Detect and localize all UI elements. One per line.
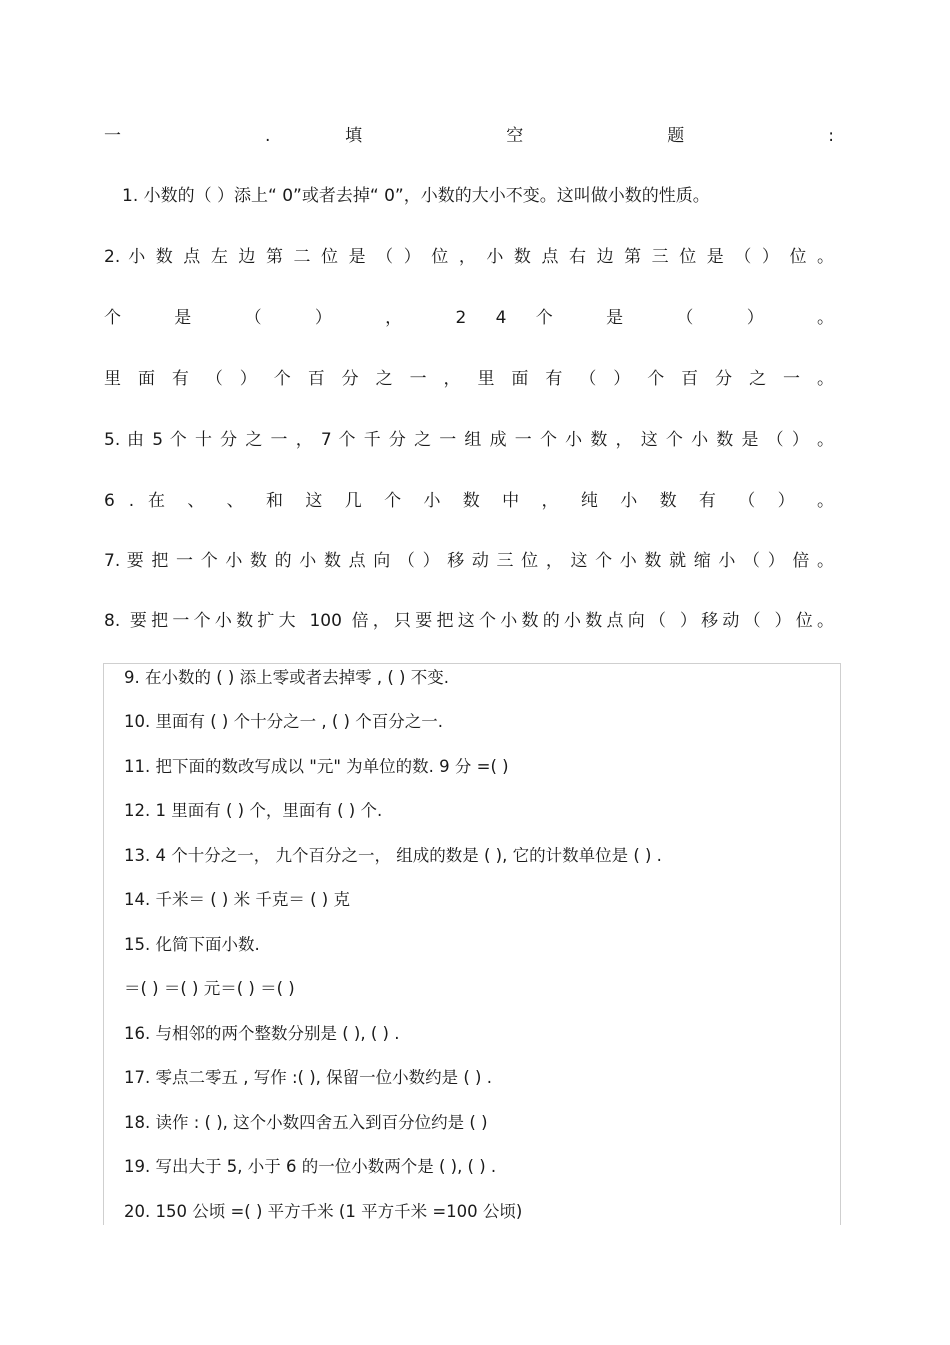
question-15-answers: ＝( ) ＝( ) 元＝( ) ＝( ) bbox=[124, 979, 295, 998]
question-7: 7. 要 把 一 个 小 数 的 小 数 点 向 （ ） 移 动 三 位 ， 这 个 小 数 就 缩 小 （ ） 倍 。 bbox=[104, 551, 834, 571]
section-heading: 一 . 填 空 题 : bbox=[104, 126, 834, 146]
question-2: 2. 小 数 点 左 边 第 二 位 是 （ ） 位 ， 小 数 点 右 边 第 三 位 是 （ ） 位 。 bbox=[104, 247, 834, 267]
question-8: 8. 要把一个小数扩大 100 倍，只要把这个小数的小数点向（ ）移动（ ）位。 bbox=[104, 611, 834, 631]
questions-box bbox=[103, 663, 841, 1225]
question-9: 9. 在小数的 ( ) 添上零或者去掉零 , ( ) 不变. bbox=[124, 668, 449, 687]
question-16: 16. 与相邻的两个整数分别是 ( ), ( ) . bbox=[124, 1024, 400, 1043]
question-17: 17. 零点二零五 , 写作 :( ), 保留一位小数约是 ( ) . bbox=[124, 1068, 492, 1087]
question-13: 13. 4 个十分之一， 九个百分之一， 组成的数是 ( ), 它的计数单位是 ( ) . bbox=[124, 846, 662, 865]
question-4: 里 面 有 （ ） 个 百 分 之 一 ， 里 面 有 （ ） 个 百 分 之 一 。 bbox=[104, 369, 834, 389]
question-14: 14. 千米＝ ( ) 米 千克＝ ( ) 克 bbox=[124, 890, 350, 909]
question-3: 个 是 （ ） ， 2 4 个 是 （ ） 。 bbox=[104, 308, 834, 328]
question-12: 12. 1 里面有 ( ) 个，里面有 ( ) 个. bbox=[124, 801, 383, 820]
question-15: 15. 化简下面小数. bbox=[124, 935, 260, 954]
question-1: 1. 小数的（ ）添上“ 0”或者去掉“ 0”，小数的大小不变。这叫做小数的性质。 bbox=[122, 186, 710, 206]
question-6: 6 . 在 、 、 和 这 几 个 小 数 中 ， 纯 小 数 有 （ ） 。 bbox=[104, 491, 834, 511]
question-18: 18. 读作 : ( ), 这个小数四舍五入到百分位约是 ( ) bbox=[124, 1113, 488, 1132]
question-19: 19. 写出大于 5, 小于 6 的一位小数两个是 ( ), ( ) . bbox=[124, 1157, 497, 1176]
question-10: 10. 里面有 ( ) 个十分之一 , ( ) 个百分之一. bbox=[124, 712, 443, 731]
question-11: 11. 把下面的数改写成以 "元" 为单位的数. 9 分 =( ) bbox=[124, 757, 509, 776]
question-5: 5. 由 5 个 十 分 之 一 ， 7 个 千 分 之 一 组 成 一 个 小 数 ， 这 个 小 数 是 （ ） 。 bbox=[104, 430, 834, 450]
question-20: 20. 150 公顷 =( ) 平方千米 (1 平方千米 =100 公顷) bbox=[124, 1202, 523, 1221]
